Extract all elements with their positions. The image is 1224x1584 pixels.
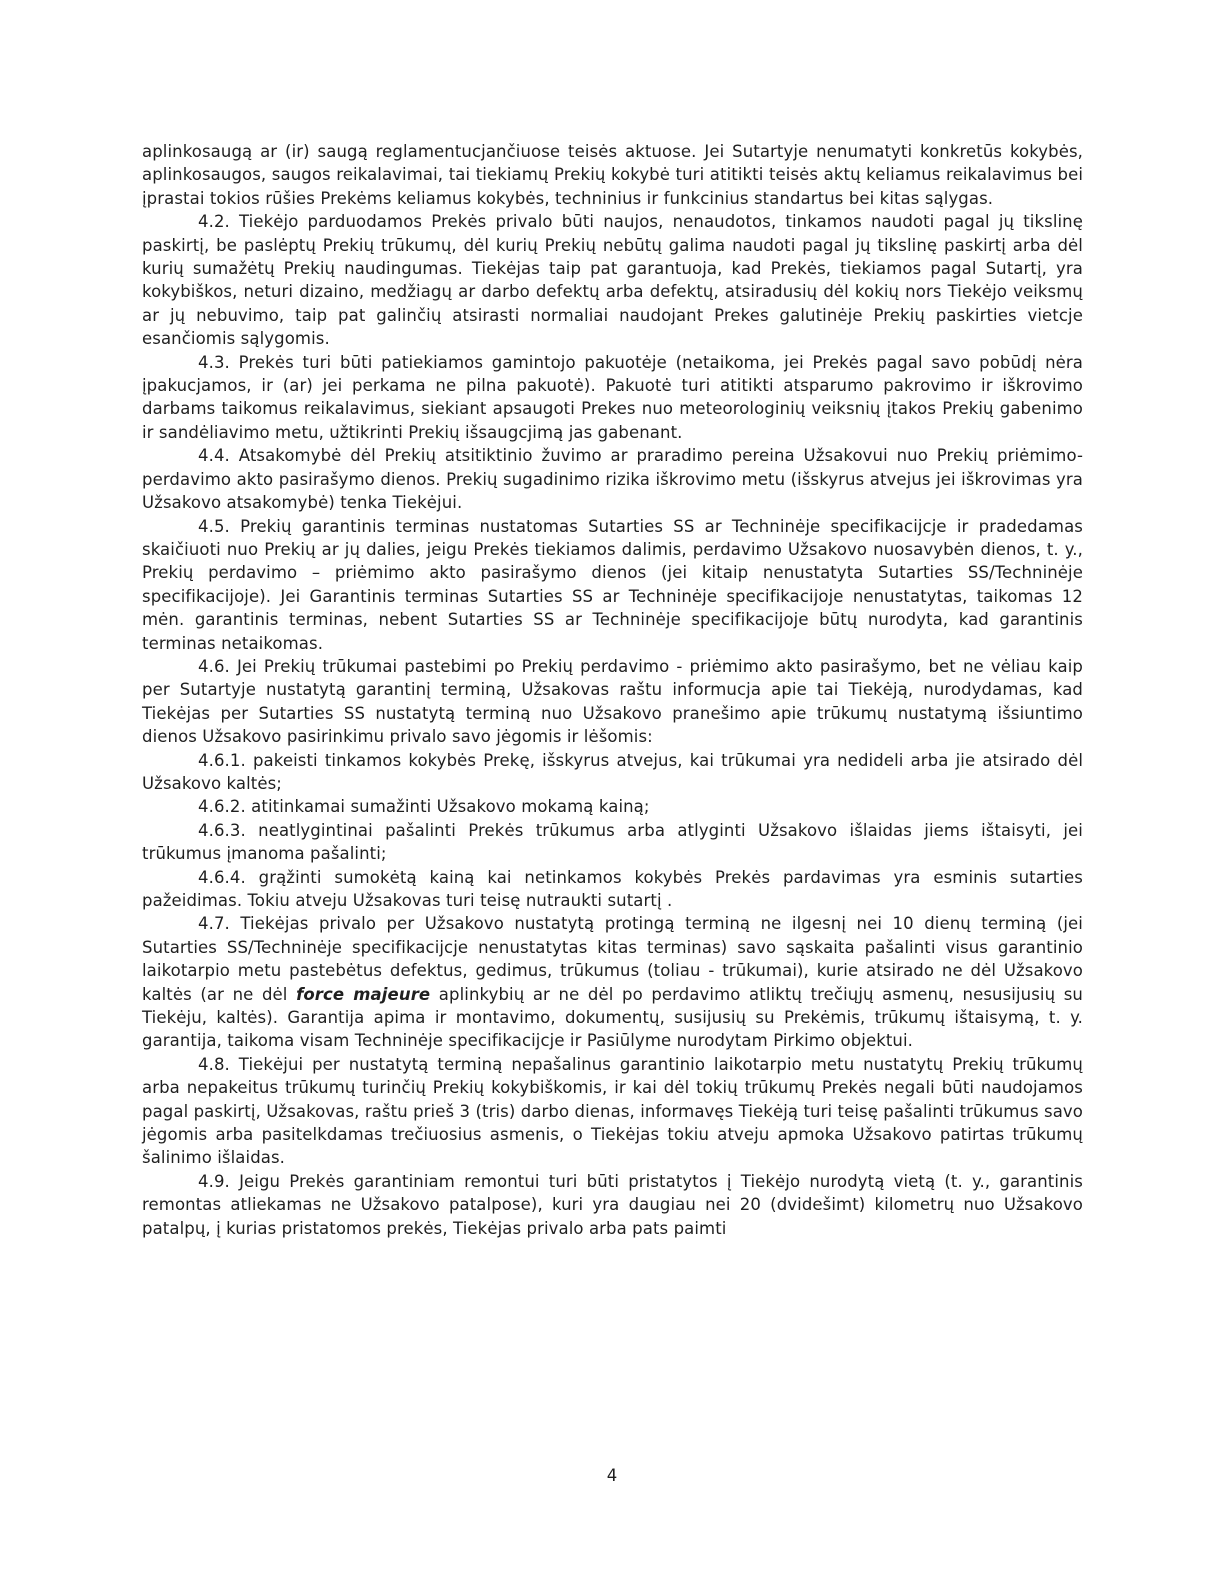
paragraph-text: aplinkybių ar ne dėl po perdavimo atliktų trečiųjų asmenų, nesusijusių su Tiekėju, kaltės). Garantija apima ir montavimo, dokumentų, susijusių su Prekėmis, trūkumų ištaisymą, t. y. garantija, taikoma visam Techninėje specifikacijcje ir Pasiūlyme nurodytam Pirkimo objektui. (142, 984, 1083, 1051)
emphasized-text: force majeure (296, 984, 431, 1004)
document-body (142, 140, 1083, 1240)
paragraph-text: 4.6.2. atitinkamai sumažinti Užsakovo mokamą kainą; (198, 797, 650, 817)
paragraph-text: 4.3. Prekės turi būti patiekiamos gamintojo pakuotėje (netaikoma, jei Prekės pagal savo pobūdį nėra įpakucjamos, ir (ar) jei perkama ne pilna pakuotė). Pakuotė turi atitikti atsparumo pakrovimo ir iškrovimo darbams taikomus reikalavimus, siekiant apsaugoti Prekes nuo meteorologinių veiksnių įtakos Prekių gabenimo ir sandėliavimo metu, užtikrinti Prekių išsaugcjimą jas gabenant. (142, 352, 1083, 442)
paragraph-text: 4.9. Jeigu Prekės garantiniam remontui turi būti pristatytos į Tiekėjo nurodytą vietą (t. y., garantinis remontas atliekamas ne Užsakovo patalpose), kuri yra daugiau nei 20 (dvidešimt) kilometrų nuo Užsakovo patalpų, į kurias pristatomos prekės, Tiekėjas privalo arba pats paimti (142, 1171, 1083, 1238)
paragraph-text: 4.2. Tiekėjo parduodamos Prekės privalo būti naujos, nenaudotos, tinkamos naudoti pagal jų tikslinę paskirtį, be paslėptų Prekių trūkumų, dėl kurių Prekių nebūtų galima naudoti pagal jų tikslinę paskirtį arba dėl kurių sumažėtų Prekių naudingumas. Tiekėjas taip pat garantuoja, kad Prekės, tiekiamos pagal Sutartį, yra kokybiškos, neturi dizaino, medžiagų ar darbo defektų arba defektų, atsiradusių dėl kokių nors Tiekėjo veiksmų ar jų nebuvimo, taip pat galinčių atsirasti normaliai naudojant Prekes galutinėje Prekių paskirties vietcje esančiomis sąlygomis. (142, 212, 1083, 349)
paragraph (142, 912, 1083, 1052)
paragraph (142, 1053, 1083, 1170)
paragraph-text: 4.4. Atsakomybė dėl Prekių atsitiktinio žuvimo ar praradimo pereina Užsakovui nuo Prekių priėmimo-perdavimo akto pasirašymo dienos. Prekių sugadinimo rizika iškrovimo metu (išskyrus atvejus jei iškrovimas yra Užsakovo atsakomybė) tenka Tiekėjui. (142, 446, 1083, 513)
paragraph (142, 351, 1083, 445)
page-number: 4 (606, 1466, 618, 1485)
paragraph (142, 655, 1083, 749)
paragraph-text: 4.6.4. grąžinti sumokėtą kainą kai netinkamos kokybės Prekės pardavimas yra esminis sutarties pažeidimas. Tokiu atveju Užsakovas turi teisę nutraukti sutartį . (142, 867, 1083, 910)
paragraph (142, 140, 1083, 210)
paragraph-text: aplinkosaugą ar (ir) saugą reglamentucjančiuose teisės aktuose. Jei Sutartyje nenumatyti konkretūs kokybės, aplinkosaugos, saugos reikalavimai, tai tiekiamų Prekių kokybė turi atitikti teisės aktų keliamus reikalavimus bei įprastai tokios rūšies Prekėms keliamus kokybės, techninius ir funkcinius standartus bei kitas sąlygas. (142, 142, 1083, 208)
paragraph (142, 444, 1083, 514)
paragraph (142, 515, 1083, 655)
paragraph-text: 4.6. Jei Prekių trūkumai pastebimi po Prekių perdavimo - priėmimo akto pasirašymo, bet ne vėliau kaip per Sutartyje nustatytą garantinį terminą, Užsakovas raštu informucja apie tai Tiekėją, nurodydamas, kad Tiekėjas per Sutarties SS nustatytą terminą nuo Užsakovo pranešimo apie trūkumų nustatymą išsiuntimo dienos Užsakovo pasirinkimu privalo savo jėgomis ir lėšomis: (142, 656, 1083, 747)
paragraph-text: 4.7. Tiekėjas privalo per Užsakovo nustatytą protingą terminą ne ilgesnį nei 10 dienų terminą (jei Sutarties SS/Techninėje specifikacijcje nenustatytas kitas terminas) savo sąskaita pašalinti visus garantinio laikotarpio metu pastebėtus defektus, gedimus, trūkumus (toliau - trūkumai), kurie atsirado ne dėl Užsakovo kaltės (ar ne dėl (142, 914, 1083, 1004)
paragraph-text: 4.6.3. neatlygintinai pašalinti Prekės trūkumus arba atlyginti Užsakovo išlaidas jiems ištaisyti, jei trūkumus įmanoma pašalinti; (142, 820, 1083, 864)
paragraph (142, 210, 1083, 350)
paragraph (142, 866, 1083, 913)
paragraph (142, 795, 1083, 818)
paragraph (142, 749, 1083, 796)
paragraph (142, 819, 1083, 866)
paragraph (142, 1170, 1083, 1240)
paragraph-text: 4.6.1. pakeisti tinkamos kokybės Prekę, išskyrus atvejus, kai trūkumai yra nedideli arba jie atsirado dėl Užsakovo kaltės; (142, 750, 1083, 793)
paragraph-text: 4.8. Tiekėjui per nustatytą terminą nepašalinus garantinio laikotarpio metu nustatytų Prekių trūkumų arba nepakeitus trūkumų turinčių Prekių kokybiškomis, ir kai dėl tokių trūkumų Prekės negali būti naudojamos pagal paskirtį, Užsakovas, raštu prieš 3 (tris) darbo dienas, informavęs Tiekėją turi teisę pašalinti trūkumus savo jėgomis arba pasitelkdamas trečiuosius asmenis, o Tiekėjas tokiu atveju apmoka Užsakovo patirtas trūkumų šalinimo išlaidas. (142, 1054, 1083, 1168)
paragraph-text: 4.5. Prekių garantinis terminas nustatomas Sutarties SS ar Techninėje specifikacijcje ir pradedamas skaičiuoti nuo Prekių ar jų dalies, jeigu Prekės tiekiamos dalimis, perdavimo Užsakovo nuosavybėn dienos, t. y., Prekių perdavimo – priėmimo akto pasirašymo dienos (jei kitaip nenustatyta Sutarties SS/Techninėje specifikacijoje). Jei Garantinis terminas Sutarties SS ar Techninėje specifikacijoje nenustatytas, taikomas 12 mėn. garantinis terminas, nebent Sutarties SS ar Techninėje specifikacijoje būtų nurodyta, kad garantinis terminas netaikomas. (142, 516, 1083, 653)
